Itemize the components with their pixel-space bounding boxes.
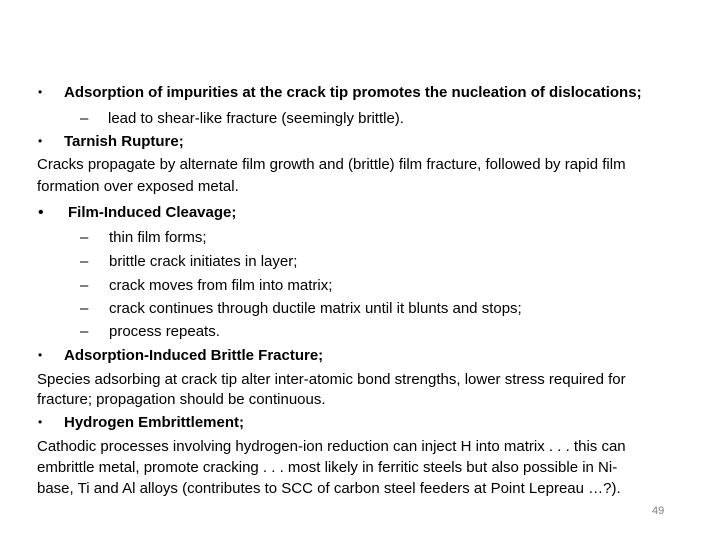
- cleavage-step: crack continues through ductile matrix until it blunts and stops;: [109, 300, 522, 317]
- adsorption-nucleation-sub: lead to shear-like fracture (seemingly brittle).: [108, 110, 404, 127]
- film-induced-cleavage-heading: Film-Induced Cleavage;: [68, 204, 237, 221]
- dash-marker: –: [80, 300, 89, 317]
- dash-marker: –: [80, 323, 89, 340]
- bullet-marker: •: [38, 348, 43, 362]
- adsorption-brittle-body-line2: fracture; propagation should be continuous.: [37, 391, 326, 408]
- hydrogen-embrittlement-body-line3: base, Ti and Al alloys (contributes to SCC of carbon steel feeders at Point Lepreau …?).: [37, 480, 621, 497]
- adsorption-brittle-heading: Adsorption-Induced Brittle Fracture;: [64, 347, 324, 364]
- hydrogen-embrittlement-body-line1: Cathodic processes involving hydrogen-ion reduction can inject H into matrix . . . this can: [37, 438, 626, 455]
- cleavage-step: thin film forms;: [109, 229, 207, 246]
- dash-marker: –: [80, 277, 89, 294]
- cleavage-step: crack moves from film into matrix;: [109, 277, 333, 294]
- dash-marker: –: [80, 253, 89, 270]
- tarnish-rupture-heading: Tarnish Rupture;: [64, 133, 184, 150]
- bullet-marker: •: [38, 85, 43, 99]
- bullet-marker: •: [38, 134, 43, 148]
- tarnish-rupture-body-line1: Cracks propagate by alternate film growth and (brittle) film fracture, followed by rapid film: [37, 156, 626, 173]
- adsorption-nucleation-heading: Adsorption of impurities at the crack tip promotes the nucleation of dislocations;: [64, 84, 642, 101]
- bullet-marker: •: [38, 415, 43, 429]
- hydrogen-embrittlement-body-line2: embrittle metal, promote cracking . . . most likely in ferritic steels but also possible in Ni-: [37, 459, 618, 476]
- dash-marker: –: [80, 110, 89, 127]
- tarnish-rupture-body-line2: formation over exposed metal.: [37, 178, 239, 195]
- page-number: 49: [652, 505, 665, 517]
- cleavage-step: brittle crack initiates in layer;: [109, 253, 298, 270]
- hydrogen-embrittlement-heading: Hydrogen Embrittlement;: [64, 414, 245, 431]
- adsorption-brittle-body-line1: Species adsorbing at crack tip alter inter-atomic bond strengths, lower stress required for: [37, 371, 626, 388]
- dash-marker: –: [80, 229, 89, 246]
- bullet-marker: •: [38, 204, 44, 221]
- cleavage-step: process repeats.: [109, 323, 220, 340]
